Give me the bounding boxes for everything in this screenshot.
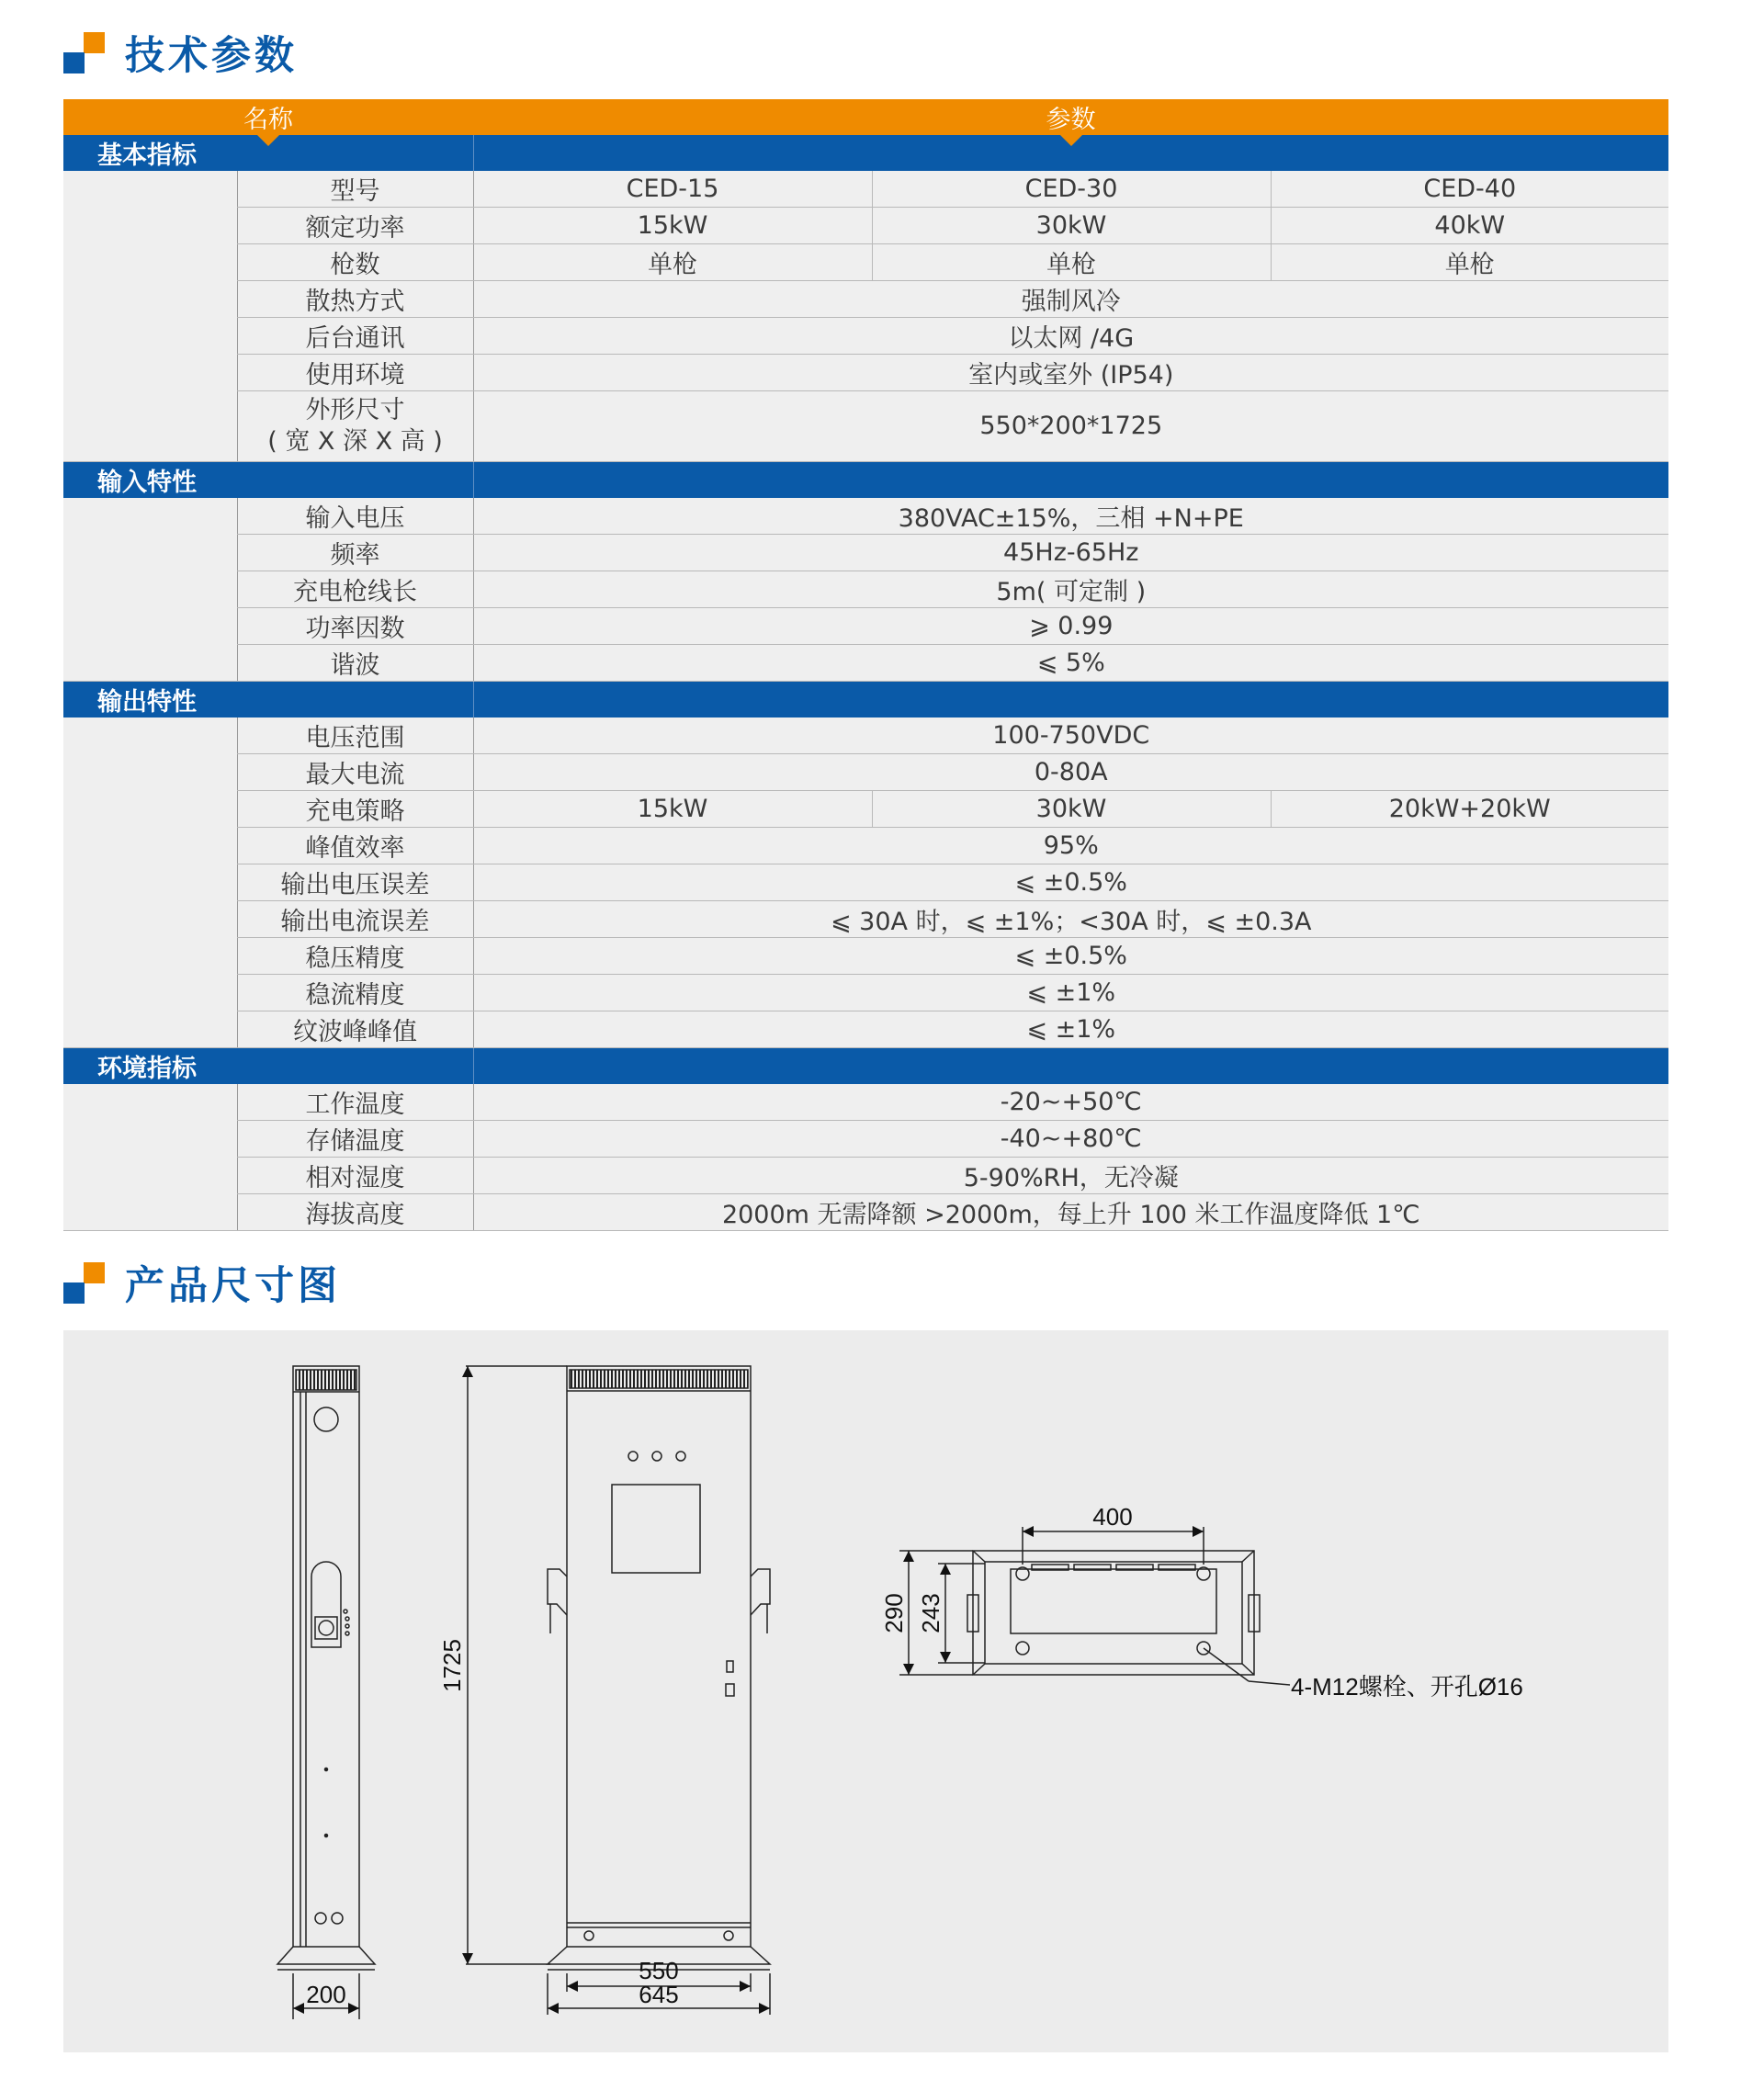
spec-row — [63, 828, 1668, 864]
param-name-text: 输出电流误差 — [280, 908, 430, 936]
param-name-text: 充电策略 — [305, 797, 405, 826]
spec-row — [63, 1084, 1668, 1121]
spec-row — [63, 645, 1668, 682]
front-view — [548, 1366, 770, 2015]
dimension-drawing-svg — [63, 1330, 1668, 2052]
spec-row — [63, 171, 1668, 208]
param-name-text: 使用环境 — [305, 361, 405, 390]
spec-row — [63, 535, 1668, 571]
param-name-text: 枪数 — [330, 251, 380, 279]
category-indent-cell — [63, 791, 237, 828]
category-row — [63, 135, 1668, 171]
param-name — [237, 975, 473, 1011]
category-indent-cell — [63, 608, 237, 645]
spec-row — [63, 498, 1668, 535]
param-value: -40~+80℃ — [473, 1121, 1668, 1158]
param-name-text: 额定功率 — [305, 214, 405, 243]
category-indent-cell — [63, 355, 237, 391]
param-name-text: 存储温度 — [305, 1127, 405, 1156]
param-name — [237, 1158, 473, 1194]
param-name — [237, 864, 473, 901]
spec-row — [63, 281, 1668, 318]
spec-row — [63, 608, 1668, 645]
param-name — [237, 754, 473, 791]
param-value: 45Hz-65Hz — [473, 535, 1668, 571]
param-name-text: 外形尺寸 — [305, 396, 405, 424]
category-spacer — [473, 1048, 1668, 1085]
param-value: ⩽ ±1% — [473, 1011, 1668, 1048]
spec-row — [63, 391, 1668, 462]
param-value: CED-40 — [1271, 171, 1668, 208]
header-name-cell — [63, 99, 473, 135]
param-name-text: 后台通讯 — [305, 324, 405, 353]
spec-row — [63, 717, 1668, 754]
section-title-dimensions — [63, 1255, 341, 1310]
param-value: -20~+50℃ — [473, 1084, 1668, 1121]
param-name — [237, 938, 473, 975]
param-name-text: 稳流精度 — [305, 981, 405, 1010]
category-row — [63, 462, 1668, 499]
param-name — [237, 645, 473, 682]
category-indent-cell — [63, 281, 237, 318]
spec-row — [63, 1121, 1668, 1158]
section-title-tech-params — [63, 25, 298, 80]
param-name-text: 型号 — [330, 177, 380, 206]
spec-row — [63, 1158, 1668, 1194]
spec-row — [63, 318, 1668, 355]
category-indent-cell — [63, 318, 237, 355]
category-indent-cell — [63, 208, 237, 244]
param-name-text: 峰值效率 — [305, 834, 405, 863]
dim-bolt-spacing: 400 — [1092, 1503, 1133, 1531]
dim-side-width: 200 — [306, 1981, 346, 2008]
category-indent-cell — [63, 391, 237, 462]
category-indent-cell — [63, 1158, 237, 1194]
param-name — [237, 901, 473, 938]
spec-row — [63, 355, 1668, 391]
param-name-text: 谐波 — [330, 651, 380, 680]
spec-row — [63, 1194, 1668, 1231]
bolt-note: 4-M12螺栓、开孔Ø16 — [1291, 1673, 1523, 1700]
param-name — [237, 535, 473, 571]
param-name — [237, 1121, 473, 1158]
param-value: CED-15 — [473, 171, 872, 208]
param-value: CED-30 — [872, 171, 1271, 208]
spec-row — [63, 244, 1668, 281]
param-value: 40kW — [1271, 208, 1668, 244]
category-indent-cell — [63, 645, 237, 682]
side-view — [277, 1366, 375, 2019]
param-value: ⩽ 5% — [473, 645, 1668, 682]
spec-row — [63, 791, 1668, 828]
param-value: 30kW — [872, 208, 1271, 244]
spec-row — [63, 1011, 1668, 1048]
param-value: 单枪 — [473, 244, 872, 281]
param-name — [237, 208, 473, 244]
param-value: 95% — [473, 828, 1668, 864]
param-name-text: 海拔高度 — [305, 1201, 405, 1229]
dim-front-inner-width: 550 — [639, 1957, 679, 1984]
header-arrow-icon — [257, 135, 279, 146]
spec-table — [63, 99, 1668, 1231]
category-indent-cell — [63, 717, 237, 754]
category-indent-cell — [63, 901, 237, 938]
category-indent-cell — [63, 1011, 237, 1048]
top-view — [899, 1527, 1290, 1685]
category-indent-cell — [63, 1084, 237, 1121]
param-value: 单枪 — [872, 244, 1271, 281]
spec-row — [63, 975, 1668, 1011]
category-row — [63, 682, 1668, 718]
param-value: 2000m 无需降额 >2000m，每上升 100 米工作温度降低 1℃ — [473, 1194, 1668, 1231]
param-name-text: 输出电压误差 — [280, 871, 430, 899]
param-name — [237, 571, 473, 608]
param-name-text: 相对湿度 — [305, 1164, 405, 1192]
param-name-text: 功率因数 — [305, 615, 405, 643]
param-name-subtext: ( 宽 X 深 X 高 ) — [267, 427, 443, 456]
param-name-text: 最大电流 — [305, 761, 405, 789]
section-bullet-icon — [63, 1262, 105, 1304]
category-indent-cell — [63, 535, 237, 571]
param-value: 单枪 — [1271, 244, 1668, 281]
param-name — [237, 391, 473, 462]
param-name — [237, 171, 473, 208]
dim-front-base-width: 645 — [639, 1981, 679, 2008]
height-dimension — [466, 1366, 567, 1964]
param-value: 0-80A — [473, 754, 1668, 791]
category-indent-cell — [63, 244, 237, 281]
category-name: 输出特性 — [63, 682, 473, 718]
param-name — [237, 281, 473, 318]
category-indent-cell — [63, 938, 237, 975]
param-name-text: 散热方式 — [305, 288, 405, 316]
dim-top-depth: 290 — [880, 1593, 908, 1633]
spec-row — [63, 938, 1668, 975]
header-param-label: 参数 — [1046, 106, 1096, 134]
category-row — [63, 1048, 1668, 1085]
param-name — [237, 498, 473, 535]
param-name — [237, 355, 473, 391]
param-name-text: 输入电压 — [305, 504, 405, 533]
header-param-cell — [473, 99, 1668, 135]
param-name-text: 工作温度 — [305, 1090, 405, 1119]
param-name-text: 电压范围 — [305, 724, 405, 752]
dimension-drawing — [63, 1330, 1668, 2052]
category-indent-cell — [63, 1121, 237, 1158]
dim-height: 1725 — [438, 1639, 466, 1692]
header-name-label: 名称 — [243, 106, 293, 134]
param-value: ⩽ ±1% — [473, 975, 1668, 1011]
category-indent-cell — [63, 864, 237, 901]
param-value: ⩽ ±0.5% — [473, 938, 1668, 975]
param-name — [237, 244, 473, 281]
category-indent-cell — [63, 828, 237, 864]
section-title-text: 产品尺寸图 — [125, 1262, 341, 1309]
param-value: 室内或室外 (IP54) — [473, 355, 1668, 391]
param-name — [237, 318, 473, 355]
param-value: 100-750VDC — [473, 717, 1668, 754]
param-name — [237, 1011, 473, 1048]
param-name — [237, 1084, 473, 1121]
section-bullet-icon — [63, 32, 105, 73]
param-name — [237, 1194, 473, 1231]
param-value: ⩽ 30A 时，⩽ ±1%；<30A 时，⩽ ±0.3A — [473, 901, 1668, 938]
spec-row — [63, 208, 1668, 244]
dim-top-inner-depth: 243 — [917, 1593, 944, 1633]
param-value: 30kW — [872, 791, 1271, 828]
param-value: 15kW — [473, 208, 872, 244]
param-name — [237, 828, 473, 864]
category-indent-cell — [63, 754, 237, 791]
param-value: 380VAC±15%，三相 +N+PE — [473, 498, 1668, 535]
param-name-text: 频率 — [330, 541, 380, 570]
category-name: 基本指标 — [63, 135, 473, 171]
section-title-text: 技术参数 — [125, 32, 298, 79]
category-name: 输入特性 — [63, 462, 473, 499]
category-spacer — [473, 682, 1668, 718]
spec-row — [63, 901, 1668, 938]
category-indent-cell — [63, 498, 237, 535]
spec-row — [63, 571, 1668, 608]
param-value: ⩽ ±0.5% — [473, 864, 1668, 901]
param-value: 15kW — [473, 791, 872, 828]
param-name-text: 充电枪线长 — [293, 578, 417, 606]
table-header-row — [63, 99, 1668, 135]
param-value: 5-90%RH，无冷凝 — [473, 1158, 1668, 1194]
category-indent-cell — [63, 975, 237, 1011]
param-value: 550*200*1725 — [473, 391, 1668, 462]
category-name: 环境指标 — [63, 1048, 473, 1085]
spec-row — [63, 864, 1668, 901]
category-indent-cell — [63, 571, 237, 608]
param-name — [237, 608, 473, 645]
param-name-text: 纹波峰峰值 — [293, 1018, 417, 1046]
param-value: 20kW+20kW — [1271, 791, 1668, 828]
category-indent-cell — [63, 171, 237, 208]
param-value: 5m( 可定制 ) — [473, 571, 1668, 608]
param-name — [237, 717, 473, 754]
category-indent-cell — [63, 1194, 237, 1231]
param-value: ⩾ 0.99 — [473, 608, 1668, 645]
param-name-text: 稳压精度 — [305, 944, 405, 973]
spec-row — [63, 754, 1668, 791]
header-arrow-icon — [1060, 135, 1082, 146]
param-name — [237, 791, 473, 828]
category-spacer — [473, 462, 1668, 499]
param-value: 强制风冷 — [473, 281, 1668, 318]
param-value: 以太网 /4G — [473, 318, 1668, 355]
